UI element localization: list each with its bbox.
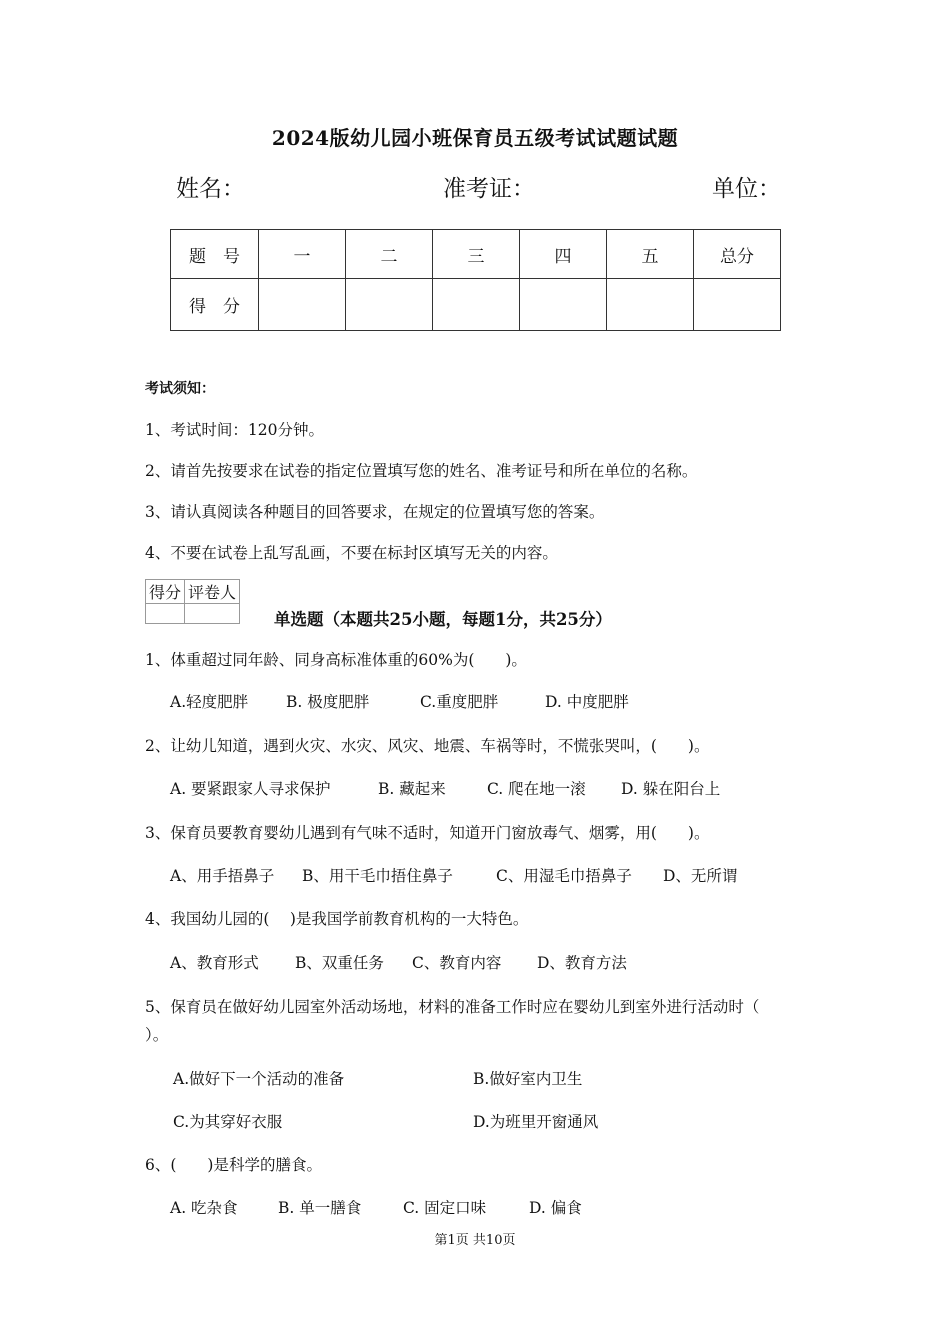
notice-item: 2、请首先按要求在试卷的指定位置填写您的姓名、准考证号和所在单位的名称。: [145, 462, 698, 480]
page-title: 2024版幼儿园小班保育员五级考试试题试题: [271, 126, 679, 150]
option[interactable]: B.做好室内卫生: [473, 1070, 583, 1088]
grader-name-label: 评卷人: [185, 580, 240, 604]
question-stem: 2、让幼儿知道，遇到火灾、水灾、风灾、地震、车祸等时，不慌张哭叫，( )。: [145, 737, 710, 755]
option[interactable]: D. 躲在阳台上: [621, 780, 721, 798]
score-cell[interactable]: [694, 279, 781, 331]
option[interactable]: D. 偏食: [529, 1199, 582, 1217]
grader-box: [145, 579, 240, 624]
option[interactable]: D. 中度肥胖: [545, 693, 629, 711]
option[interactable]: C. 爬在地一滚: [487, 780, 586, 798]
score-header-cell: 一: [259, 230, 346, 279]
score-header-cell: 题 号: [171, 230, 259, 279]
option[interactable]: A. 吃杂食: [170, 1199, 238, 1217]
exam-id-label: 准考证：: [443, 176, 535, 202]
notice-item: 3、请认真阅读各种题目的回答要求，在规定的位置填写您的答案。: [145, 503, 605, 521]
score-cell[interactable]: [259, 279, 346, 331]
score-header-cell: 二: [346, 230, 433, 279]
question-stem: 4、我国幼儿园的( )是我国学前教育机构的一大特色。: [145, 910, 529, 928]
score-table: [170, 229, 781, 331]
score-header-cell: 四: [520, 230, 607, 279]
score-cell[interactable]: [607, 279, 694, 331]
question-stem: 1、体重超过同年龄、同身高标准体重的60%为( )。: [145, 651, 527, 669]
option[interactable]: A. 要紧跟家人寻求保护: [170, 780, 331, 798]
option[interactable]: B. 单一膳食: [278, 1199, 362, 1217]
option[interactable]: D、无所谓: [663, 867, 738, 885]
notice-item: 1、考试时间：120分钟。: [145, 421, 324, 439]
notice-item: 4、不要在试卷上乱写乱画，不要在标封区填写无关的内容。: [145, 544, 558, 562]
score-row-label: 得 分: [171, 279, 259, 331]
option[interactable]: A、用手捂鼻子: [170, 867, 275, 885]
option[interactable]: D.为班里开窗通风: [473, 1113, 599, 1131]
option[interactable]: A.轻度肥胖: [170, 693, 249, 711]
score-cell[interactable]: [520, 279, 607, 331]
option[interactable]: C.重度肥胖: [420, 693, 499, 711]
score-cell[interactable]: [433, 279, 520, 331]
section-title: 单选题（本题共25小题，每题1分，共25分）: [274, 610, 612, 629]
option[interactable]: C、教育内容: [412, 954, 502, 972]
score-cell[interactable]: [346, 279, 433, 331]
score-header-cell: 五: [607, 230, 694, 279]
grader-score-label: 得分: [146, 580, 185, 604]
option[interactable]: C、用湿毛巾捂鼻子: [496, 867, 632, 885]
option[interactable]: A.做好下一个活动的准备: [173, 1070, 345, 1088]
question-stem: 3、保育员要教育婴幼儿遇到有气味不适时，知道开门窗放毒气、烟雾，用( )。: [145, 824, 710, 842]
question-stem: 6、( )是科学的膳食。: [145, 1156, 322, 1174]
option[interactable]: D、教育方法: [537, 954, 627, 972]
option[interactable]: C.为其穿好衣服: [173, 1113, 283, 1131]
score-header-cell: 三: [433, 230, 520, 279]
notice-heading: 考试须知：: [145, 381, 215, 397]
page-number: 第1页 共10页: [434, 1233, 516, 1248]
unit-label: 单位：: [712, 176, 781, 202]
option[interactable]: B. 藏起来: [378, 780, 446, 798]
grader-name-cell[interactable]: [185, 604, 240, 624]
option[interactable]: B、用干毛巾捂住鼻子: [302, 867, 453, 885]
option[interactable]: B、双重任务: [295, 954, 384, 972]
question-stem: 5、保育员在做好幼儿园室外活动场地，材料的准备工作时应在婴幼儿到室外进行活动时（: [145, 998, 760, 1016]
question-stem-continued: ）。: [145, 1026, 169, 1044]
option[interactable]: B. 极度肥胖: [286, 693, 370, 711]
grader-score-cell[interactable]: [146, 604, 185, 624]
name-label: 姓名：: [176, 176, 245, 202]
score-header-cell: 总分: [694, 230, 781, 279]
option[interactable]: A、教育形式: [170, 954, 259, 972]
option[interactable]: C. 固定口味: [403, 1199, 487, 1217]
